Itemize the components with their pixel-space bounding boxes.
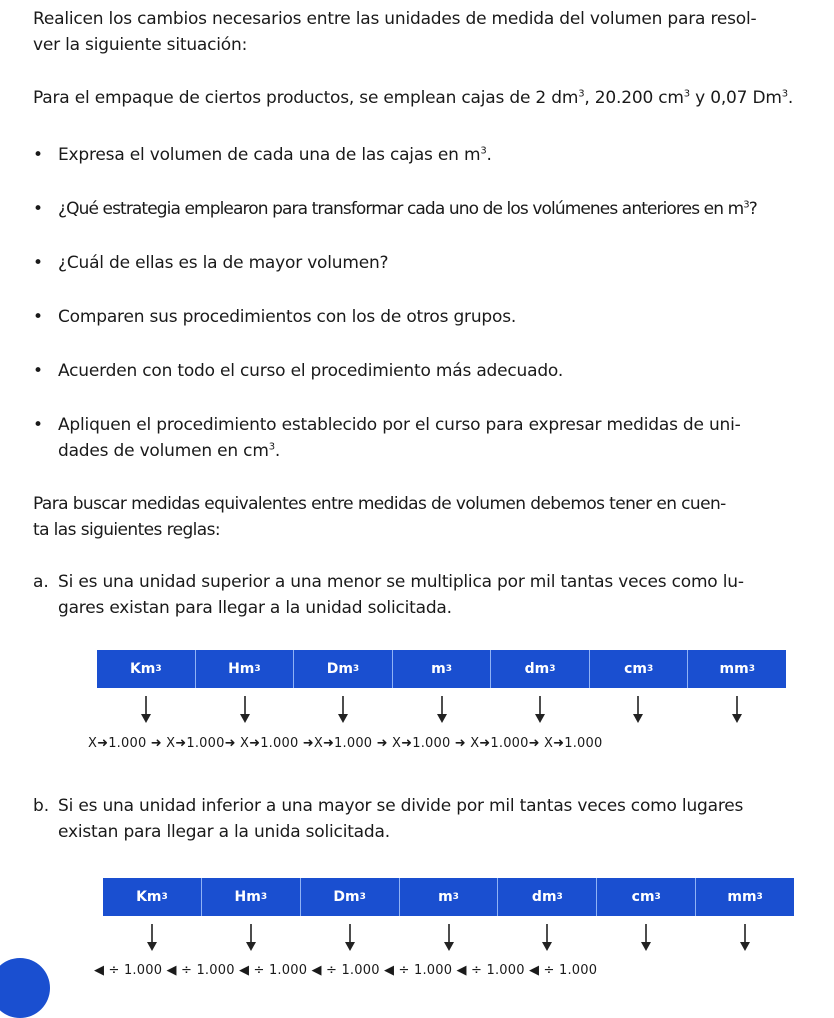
situation-text-3: y 0,07 Dm <box>689 88 782 108</box>
unit-cell-m: m 3 <box>400 878 499 916</box>
bullet-6-line-1: Apliquen el procedimiento establecido por el curso para expresar medidas de uni- <box>58 415 741 435</box>
unit-label: m <box>438 889 453 905</box>
bullet-1-text: Expresa el volumen de cada una de las cajas en m <box>58 145 481 165</box>
unit-label: Km <box>129 661 156 677</box>
unit-label: dm <box>524 661 550 677</box>
bullet-dot: • <box>33 253 44 273</box>
down-arrow-icon <box>342 922 358 952</box>
bullet-6-end: . <box>274 441 281 461</box>
bullet-item-4: Comparen sus procedimientos con los de otros grupos. <box>58 307 517 327</box>
intro-paragraph <box>33 6 824 58</box>
sup-3: 3 <box>578 88 585 100</box>
units-table-a <box>97 650 786 688</box>
situation-paragraph <box>33 85 824 111</box>
unit-cell-Km: Km 3 <box>103 878 202 916</box>
down-arrow-icon <box>737 922 753 952</box>
bullet-2-text: ¿Qué estrategia emplearon para transformar cada uno de los volúmenes anteriores en m <box>58 199 744 219</box>
down-arrow-icon <box>243 922 259 952</box>
down-arrow-icon <box>237 694 253 724</box>
bullet-dot: • <box>33 415 44 435</box>
intro-line-1: Realicen los cambios necesarios entre las unidades de medida del volumen para resol- <box>33 9 757 29</box>
rule-a-letter: a. <box>33 572 49 592</box>
rule-b-letter: b. <box>33 796 50 816</box>
unit-label: dm <box>531 889 557 905</box>
down-arrow-icon <box>335 694 351 724</box>
rule-a-text <box>58 569 824 621</box>
units-table-b <box>103 878 794 916</box>
bullet-dot: • <box>33 145 44 165</box>
down-arrow-icon <box>138 694 154 724</box>
unit-label: Hm <box>234 889 261 905</box>
bullet-1-end: . <box>486 145 492 165</box>
bullet-item-3: ¿Cuál de ellas es la de mayor volumen? <box>58 253 389 273</box>
sup-3: 3 <box>743 199 749 211</box>
unit-cell-mm: mm 3 <box>727 889 763 905</box>
unit-cell-cm: cm 3 <box>590 650 689 688</box>
sup-3: 3 <box>683 88 690 100</box>
unit-label: Dm <box>326 661 353 677</box>
unit-cell-Dm: Dm 3 <box>301 878 400 916</box>
unit-cell-mm: mm 3 <box>719 661 755 677</box>
bullet-item-5: Acuerden con todo el curso el procedimiento más adecuado. <box>58 361 564 381</box>
rules-intro-line-2: ta las siguientes reglas: <box>33 520 220 540</box>
down-arrow-icon <box>630 694 646 724</box>
unit-label: mm <box>727 889 757 905</box>
unit-label: cm <box>631 889 655 905</box>
bullet-6-line-2 <box>58 438 824 464</box>
unit-cell-Hm: Hm 3 <box>196 650 295 688</box>
rule-b-line-2: existan para llegar a la unida solicitada. <box>58 822 390 842</box>
unit-cell-Km: Km 3 <box>97 650 196 688</box>
rule-b-text <box>58 793 824 845</box>
unit-cell-dm: dm 3 <box>498 878 597 916</box>
bullet-2-end: ? <box>748 199 757 219</box>
unit-cell-Hm: Hm 3 <box>202 878 301 916</box>
down-arrow-icon <box>532 694 548 724</box>
unit-label: Km <box>136 889 162 905</box>
situation-text-2: , 20.200 cm <box>584 88 684 108</box>
down-arrow-icon <box>729 694 745 724</box>
sup-3: 3 <box>781 88 788 100</box>
bullet-dot: • <box>33 307 44 327</box>
bullet-6-text: dades de volumen en cm <box>58 441 269 461</box>
rules-intro-line-1: Para buscar medidas equivalentes entre medidas de volumen debemos tener en cuen- <box>33 494 726 514</box>
down-arrow-icon <box>539 922 555 952</box>
multiply-sequence: X➜1.000 ➜ X➜1.000➜ X➜1.000 ➜X➜1.000 ➜ X➜1.000 ➜ X➜1.000➜ X➜1.000 <box>88 736 603 751</box>
decorative-blue-circle <box>0 958 50 1018</box>
rule-a-line-2: gares existan para llegar a la unidad solicitada. <box>58 598 452 618</box>
sup-3: 3 <box>480 145 487 157</box>
bullet-item-2 <box>58 196 824 222</box>
down-arrow-icon <box>144 922 160 952</box>
unit-label: mm <box>719 661 749 677</box>
unit-cell-m: m 3 <box>393 650 492 688</box>
bullet-dot: • <box>33 361 44 381</box>
unit-label: Hm <box>228 661 255 677</box>
situation-text-1: Para el empaque de ciertos productos, se emplean cajas de 2 dm <box>33 88 579 108</box>
divide-sequence: ◀ ÷ 1.000 ◀ ÷ 1.000 ◀ ÷ 1.000 ◀ ÷ 1.000 ◀ ÷ 1.000 ◀ ÷ 1.000 ◀ ÷ 1.000 <box>94 963 598 978</box>
situation-text-end: . <box>787 88 794 108</box>
unit-cell-dm: dm 3 <box>491 650 590 688</box>
unit-label: cm <box>624 661 647 677</box>
intro-line-2: ver la siguiente situación: <box>33 35 248 55</box>
down-arrow-icon <box>638 922 654 952</box>
rules-intro <box>33 491 824 543</box>
unit-label: m <box>431 661 446 677</box>
rule-a-line-1: Si es una unidad superior a una menor se multiplica por mil tantas veces como lu- <box>58 572 744 592</box>
bullet-item-1 <box>58 142 824 168</box>
unit-cell-cm: cm 3 <box>597 878 696 916</box>
sup-3: 3 <box>268 441 275 453</box>
rule-b-line-1: Si es una unidad inferior a una mayor se divide por mil tantas veces como lugares <box>58 796 744 816</box>
bullet-item-6 <box>58 412 824 464</box>
down-arrow-icon <box>434 694 450 724</box>
bullet-dot: • <box>33 199 44 219</box>
down-arrow-icon <box>441 922 457 952</box>
unit-label: Dm <box>333 889 360 905</box>
unit-cell-Dm: Dm 3 <box>294 650 393 688</box>
